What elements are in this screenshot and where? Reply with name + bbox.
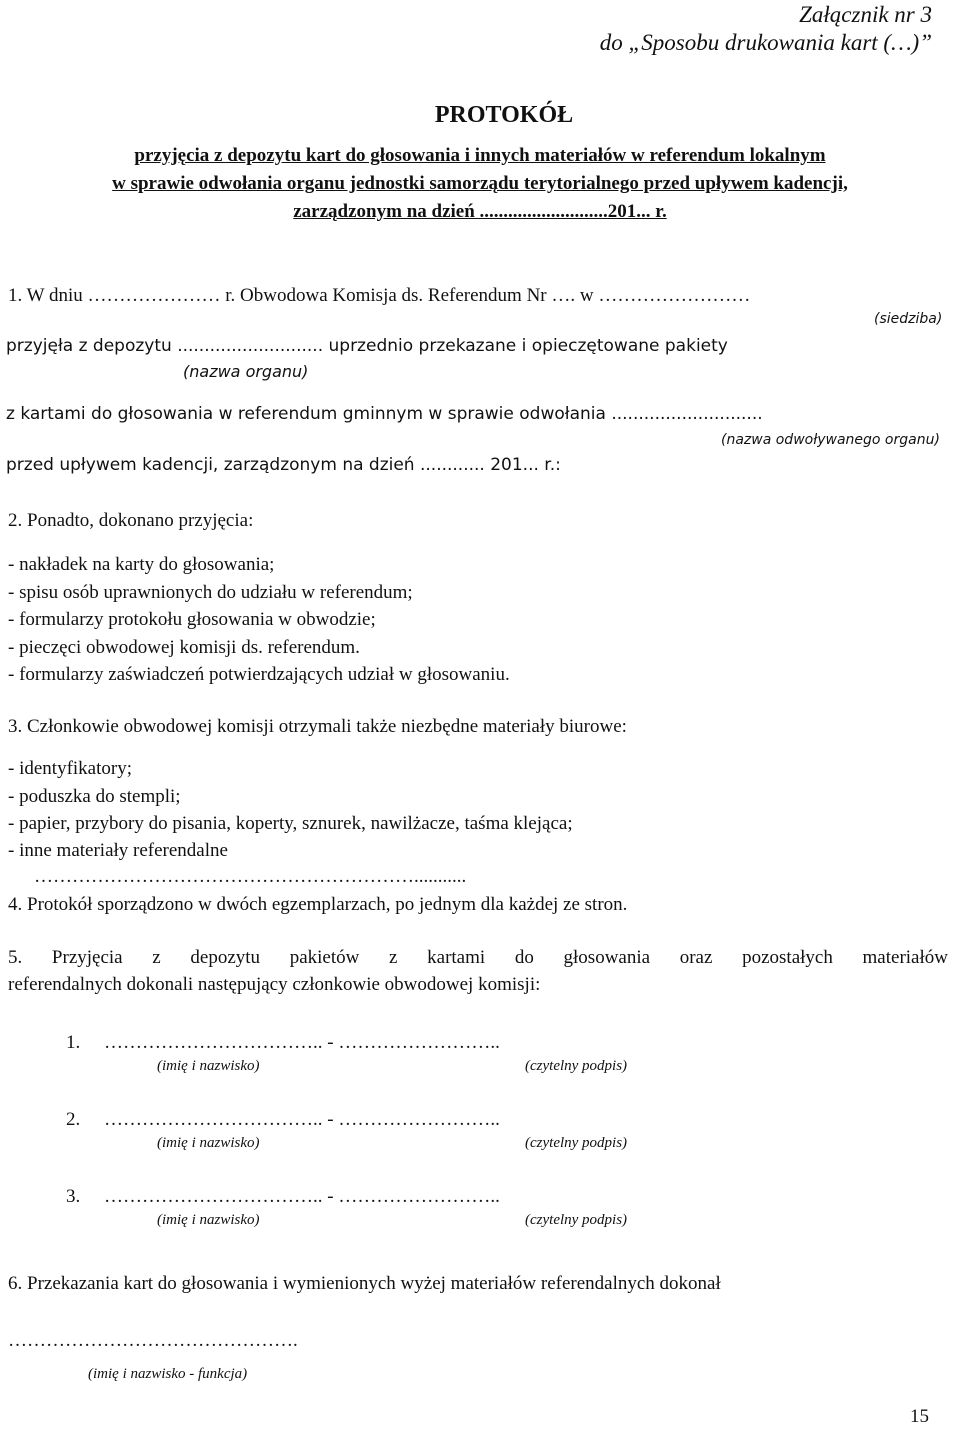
section3-item: - poduszka do stempli; — [8, 786, 181, 807]
member-name-hint: (imię i nazwisko) — [157, 1212, 260, 1228]
section2-heading: 2. Ponadto, dokonano przyjęcia: — [8, 510, 254, 531]
subtitle-line-3: zarządzonym na dzień ...........................201... r. — [293, 201, 667, 222]
attachment-reference: do „Sposobu drukowania kart (…)” — [599, 30, 932, 55]
section1-line4: przed upływem kadencji, zarządzonym na dzień ............ 201... r.: — [6, 455, 561, 475]
section3-heading: 3. Członkowie obwodowej komisji otrzymali także niezbędne materiały biurowe: — [8, 716, 627, 737]
section1-line3: z kartami do głosowania w referendum gminnym w sprawie odwołania ............................ — [6, 404, 763, 424]
member-signature-hint: (czytelny podpis) — [525, 1135, 628, 1151]
section4-text: 4. Protokół sporządzono w dwóch egzemplarzach, po jednym dla każdej ze stron. — [8, 894, 628, 915]
section5-line1: 5. Przyjęcia z depozytu pakietów z kartami do głosowania oraz pozostałych materiałów — [8, 947, 948, 968]
section1-line1: 1. W dniu ………………… r. Obwodowa Komisja ds. Referendum Nr …. w …………………… — [8, 285, 751, 306]
member-fill-line: …………………………….. - …………………….. — [104, 1109, 500, 1130]
section6-text: 6. Przekazania kart do głosowania i wymienionych wyżej materiałów referendalnych dokonał — [8, 1273, 721, 1294]
member-fill-line: …………………………….. - …………………….. — [104, 1186, 500, 1207]
subtitle-line-1: przyjęcia z depozytu kart do głosowania i innych materiałów w referendum lokalnym — [134, 145, 826, 166]
member-number: 3. — [66, 1186, 81, 1207]
hint-odwolywany-organ: (nazwa odwoływanego organu) — [721, 432, 940, 448]
subtitle-line-2: w sprawie odwołania organu jednostki samorządu terytorialnego przed upływem kadencji, — [112, 173, 848, 194]
section3-item: - identyfikatory; — [8, 758, 132, 779]
member-signature-hint: (czytelny podpis) — [525, 1058, 628, 1074]
page-number: 15 — [910, 1406, 929, 1427]
document-title: PROTOKÓŁ — [434, 102, 574, 128]
section3-item: - papier, przybory do pisania, koperty, sznurek, nawilżacze, taśma klejąca; — [8, 813, 573, 834]
section3-dotted-line: ……………………………………………………........... — [34, 866, 467, 887]
member-signature-hint: (czytelny podpis) — [525, 1212, 628, 1228]
section2-item: - pieczęci obwodowej komisji ds. referendum. — [8, 637, 360, 658]
member-name-hint: (imię i nazwisko) — [157, 1058, 260, 1074]
hint-organ: (nazwa organu) — [183, 362, 309, 381]
member-fill-line: …………………………….. - …………………….. — [104, 1032, 500, 1053]
section2-item: - spisu osób uprawnionych do udziału w referendum; — [8, 582, 413, 603]
section2-item: - formularzy protokołu głosowania w obwodzie; — [8, 609, 376, 630]
section6-fill-line: ………………………………………. — [8, 1330, 298, 1351]
member-number: 1. — [66, 1032, 81, 1053]
section1-line2: przyjęła z depozytu ........................... uprzednio przekazane i opieczętowane pakiety — [6, 336, 728, 356]
section3-item: - inne materiały referendalne — [8, 840, 228, 861]
section2-item: - formularzy zaświadczeń potwierdzających udział w głosowaniu. — [8, 664, 510, 685]
section6-hint: (imię i nazwisko - funkcja) — [88, 1366, 248, 1382]
section2-item: - nakładek na karty do głosowania; — [8, 554, 275, 575]
attachment-label: Załącznik nr 3 — [799, 2, 932, 27]
section5-line2: referendalnych dokonali następujący członkowie obwodowej komisji: — [8, 974, 541, 995]
member-number: 2. — [66, 1109, 81, 1130]
member-name-hint: (imię i nazwisko) — [157, 1135, 260, 1151]
hint-siedziba: (siedziba) — [874, 311, 943, 327]
